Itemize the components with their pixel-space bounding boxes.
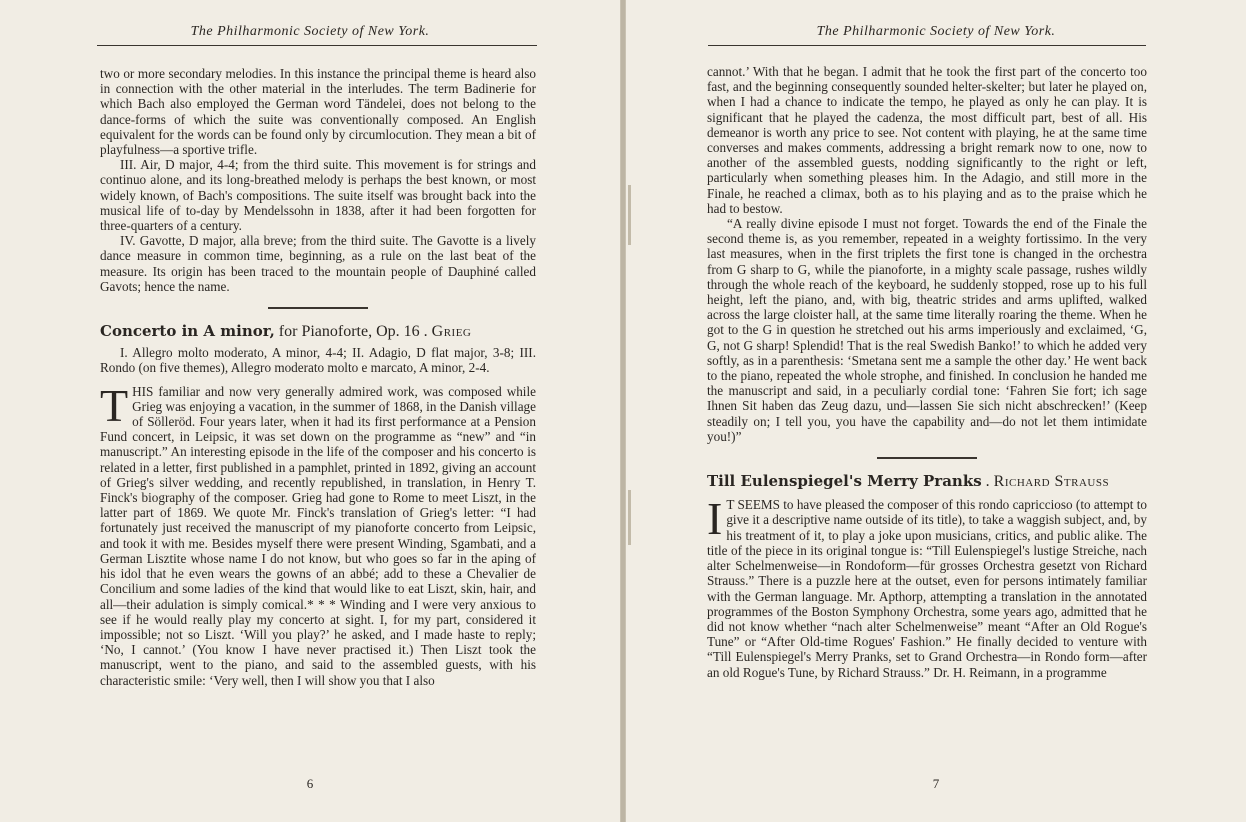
paragraph: “A really divine episode I must not forget. Towards the end of the Finale the second theme is, as you remember, repeated in a weighty fortissimo. In the very last measures, when in the first triplets the first tone is changed in the orchestra from G sharp to G, while the pianoforte, in a mighty scale passage, rushes wildly through the whole reach of the keyboard, he suddenly stopped, rose up to his full height, left the piano, and, with big, theatric strides and arms uplifted, walked across the large cloister hall, at the same time literally roaring the theme. When he got to the G in question he stretched out his arms imperiously and exclaimed, ‘G, G, not G sharp! Splendid! That is the real Swedish Banko!’ to which he added very softly, as in a parenthesis: ‘Smetana sent me a sample the other day.’ He went back to the piano, repeated the whole strophe, and finished. In conclusion he handed me the manuscript and said, in a peculiarly cordial tone: ‘Fahren Sie fort; ich sage Ihnen Sit haben das Zeug dazu, und—lassen Sie sich nicht abschrecken!’ (Keep steadily on; I tell you, you have the capability and—do not let them intimidate you!)” [707, 216, 1147, 444]
running-header: The Philharmonic Society of New York. [190, 24, 430, 39]
body-paragraph [100, 379, 536, 688]
body-paragraph [707, 493, 1147, 680]
piece-heading [707, 474, 1147, 489]
piece-title: Till Eulenspiegel's Merry Pranks [707, 472, 982, 491]
body-text: HIS familiar and now very generally admired work, was composed while Grieg was enjoying a vacation, in the summer of 1868, in the Danish village of Sölleröd. Four years later, when it had its first performance at a Pension Fund concert, in Leipsic, it was set down on the programme as “new” and “in manuscript.” An interesting episode in the life of the composer and his concerto is related in a letter, first published in a pamphlet, printed in 1892, giving an account of Grieg's silver wedding, and recently republished, in translation, in Henry T. Finck's biography of the composer. Grieg had gone to Rome to meet Liszt, in the latter part of 1869. We quote Mr. Finck's translation of Grieg's letter: “I had fortunately just received the manuscript of my pianoforte concerto from Leipsic, and took it with me. Besides myself there were present Winding, Sgambati, and a German Lisztite whose name I do not know, but who goes so far in the aping of his idol that he even wears the gowns of an abbé; add to these a Chevalier de Concilium and some ladies of the kind that would like to eat Liszt, skin, hair, and all—their adulation is simply comical.* * * Winding and I were very anxious to see if he would really play my concerto at sight. I, for my part, considered it impossible; not so Liszt. ‘Will you play?’ he asked, and I made haste to reply; ‘No, I cannot.’ (You know I have never practised it.) Then Liszt took the manuscript, went to the piano, and said to the assembled guests, with his characteristic smile: ‘Very well, then I will show you that I also [100, 383, 536, 688]
header-rule [97, 45, 537, 46]
paragraph: IV. Gavotte, D major, alla breve; from the third suite. The Gavotte is a lively dance measure in common time, beginning, as a rule on the last beat of the measure. Its origin has been traced to the mountain people of Dauphiné called Gavots; hence the name. [100, 233, 536, 294]
heading-separator: . [423, 323, 428, 341]
paragraph: III. Air, D major, 4-4; from the third suite. This movement is for strings and continuo alone, and its long-breathed melody is perhaps the best known, or most widely known, of Bach's compositions. The suite itself was brought back into the musical life of to-day by Mendelssohn in 1838, after it had been forgotten for three-quarters of a century. [100, 157, 536, 234]
composer-name: Richard Strauss [993, 473, 1110, 491]
piece-subtitle: for Pianoforte, Op. 16 [278, 323, 420, 341]
piece-heading [100, 324, 536, 339]
composer-name: Grieg [431, 323, 472, 341]
heading-separator: . [985, 473, 990, 491]
section-divider [268, 307, 368, 309]
page-number: 7 [932, 776, 940, 791]
right-text-column [707, 64, 1147, 680]
running-header: The Philharmonic Society of New York. [816, 24, 1056, 39]
section-divider [877, 457, 977, 459]
drop-cap: T [100, 379, 129, 431]
drop-cap: I [707, 493, 723, 545]
right-page [625, 0, 1246, 822]
binding-mark [628, 490, 631, 545]
binding-mark [628, 185, 631, 245]
paragraph: cannot.’ With that he began. I admit that he took the first part of the concerto too fast, and the beginning consequently sounded helter-skelter; but later he played on, when I had a chance to indicate the tempo, he played as only he can play. It is significant that he played the cadenza, the most difficult part, best of all. His demeanor is worth any price to see. Not content with playing, he at the same time converses and makes comments, addressing a bright remark now to one, now to another of the assembled guests, nodding significantly to the right or left, particularly when something pleases him. In the Adagio, and still more in the Finale, he reached a climax, both as to his playing and as to the praise which he had to bestow. [707, 64, 1147, 216]
paragraph: two or more secondary melodies. In this instance the principal theme is heard also in connection with the other material in the interludes. The term Badinerie for which Bach also employed the German word Tändelei, does not belong to the dance-forms of which the suite was conventionally composed. An English equivalent for the words can be found only by circumlocution. They mean a bit of playfulness—a sportive trifle. [100, 66, 536, 158]
movements-list: I. Allegro molto moderato, A minor, 4-4; II. Adagio, D flat major, 3-8; III. Rondo (on five themes), Allegro moderato molto e marcato, A minor, 2-4. [100, 345, 536, 376]
body-text: T SEEMS to have pleased the composer of this rondo capriccioso (to attempt to give it a descriptive name outside of its title), to take a waggish subject, and, by his treatment of it, to play a joke upon musicians, critics, and public alike. The title of the piece in its original tongue is: “Till Eulenspiegel's lustige Streiche, nach alter Schelmenweise—in Rondoform—für grosses Orchestra gesetzt von Richard Strauss.” There is a puzzle here at the outset, even for persons intimately familiar with the German language. Mr. Apthorp, attempting a translation in the annotated programmes of the Boston Symphony Orchestra, some years ago, admitted that he did not know whether “nach alter Schelmenweise” meant “After an Old Rogue's Tune” or “After Old-time Rogues' Fashion.” He finally decided to venture with “Till Eulenspiegel's Merry Pranks, set to Grand Orchestra—in Rondo form—after an old Rogue's Tune, by Richard Strauss.” Dr. H. Reimann, in a programme [707, 497, 1147, 680]
header-rule [708, 45, 1146, 46]
page-number: 6 [306, 776, 314, 791]
left-text-column [100, 66, 536, 688]
left-page [0, 0, 621, 822]
piece-title: Concerto in A minor, [100, 322, 275, 341]
